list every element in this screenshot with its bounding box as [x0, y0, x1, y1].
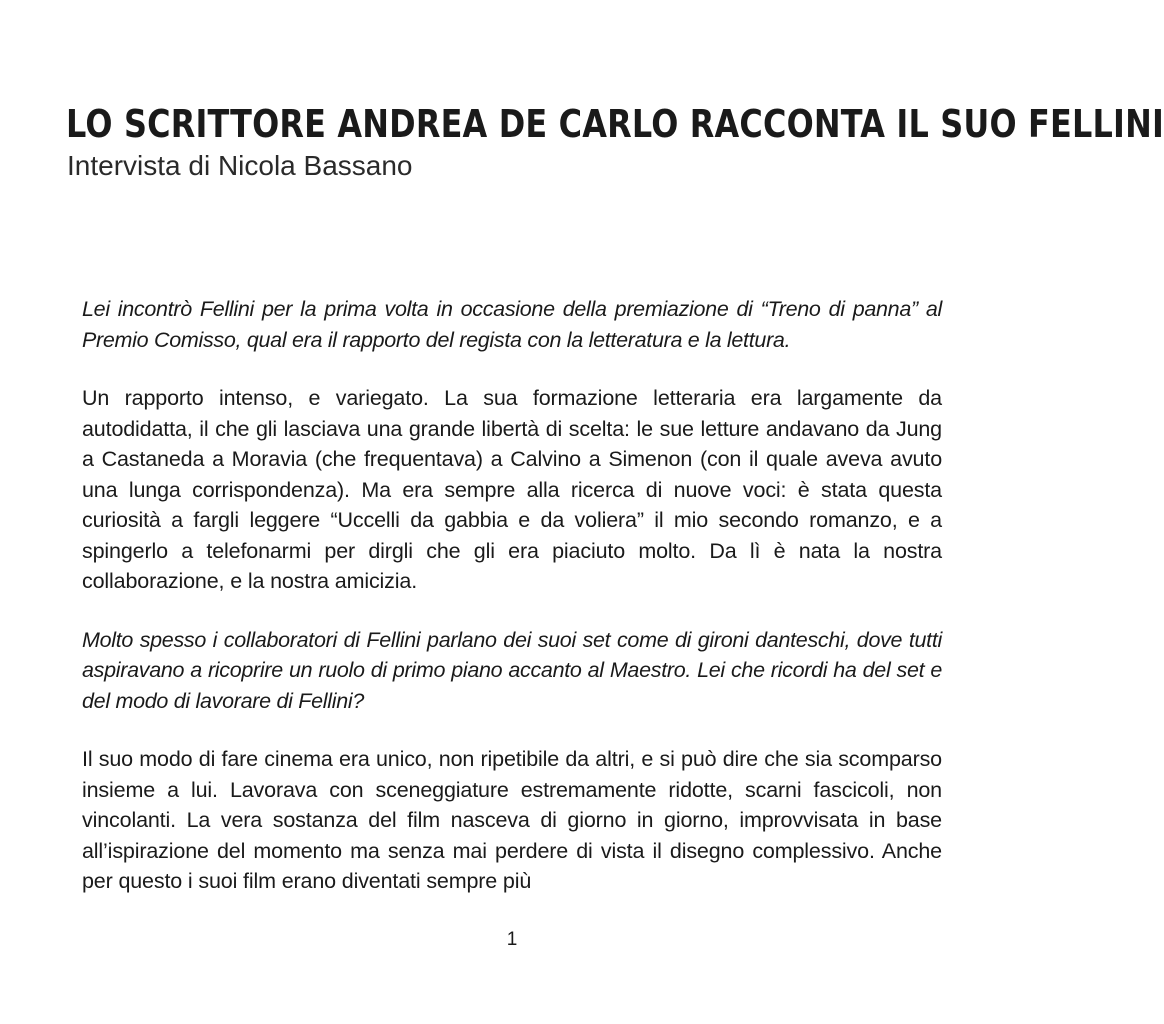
- page-number: 1: [506, 929, 518, 950]
- article-subtitle: Intervista di Nicola Bassano: [67, 150, 413, 181]
- article-body: [82, 294, 942, 925]
- interview-question-2: Molto spesso i collaboratori di Fellini parlano dei suoi set come di gironi danteschi, dove tutti aspiravano a ricoprire un ruolo di primo piano accanto al Maestro. Lei che ricordi ha del set e del modo di lavorare di Fellini?: [82, 627, 942, 713]
- interview-answer-1: Un rapporto intenso, e variegato. La sua formazione letteraria era largamente da autodidatta, il che gli lasciava una grande libertà di scelta: le sue letture andavano da Jung a Castaneda a Moravia (che frequentava) a Calvino a Simenon (con il quale aveva avuto una lunga corrispondenza). Ma era sempre alla ricerca di nuove voci: è stata questa curiosità a fargli leggere “Uccelli da gabbia e da voliera” il mio secondo romanzo, e a spingerlo a telefonarmi per dirgli che gli era piaciuto molto. Da lì è nata la nostra collaborazione, e la nostra amicizia.: [82, 386, 942, 593]
- article-title: LO SCRITTORE ANDREA DE CARLO RACCONTA IL SUO FELLINI: [66, 102, 1164, 146]
- interview-answer-2: Il suo modo di fare cinema era unico, non ripetibile da altri, e si può dire che sia scomparso insieme a lui. Lavorava con sceneggiature estremamente ridotte, scarni fascicoli, non vincolanti. La vera sostanza del film nasceva di giorno in giorno, improvvisata in base all’ispirazione del momento ma senza mai perdere di vista il disegno complessivo. Anche per questo i suoi film erano diventati sempre più: [82, 747, 942, 893]
- interview-question-1: Lei incontrò Fellini per la prima volta in occasione della premiazione di “Treno di panna” al Premio Comisso, qual era il rapporto del regista con la letteratura e la lettura.: [82, 297, 942, 352]
